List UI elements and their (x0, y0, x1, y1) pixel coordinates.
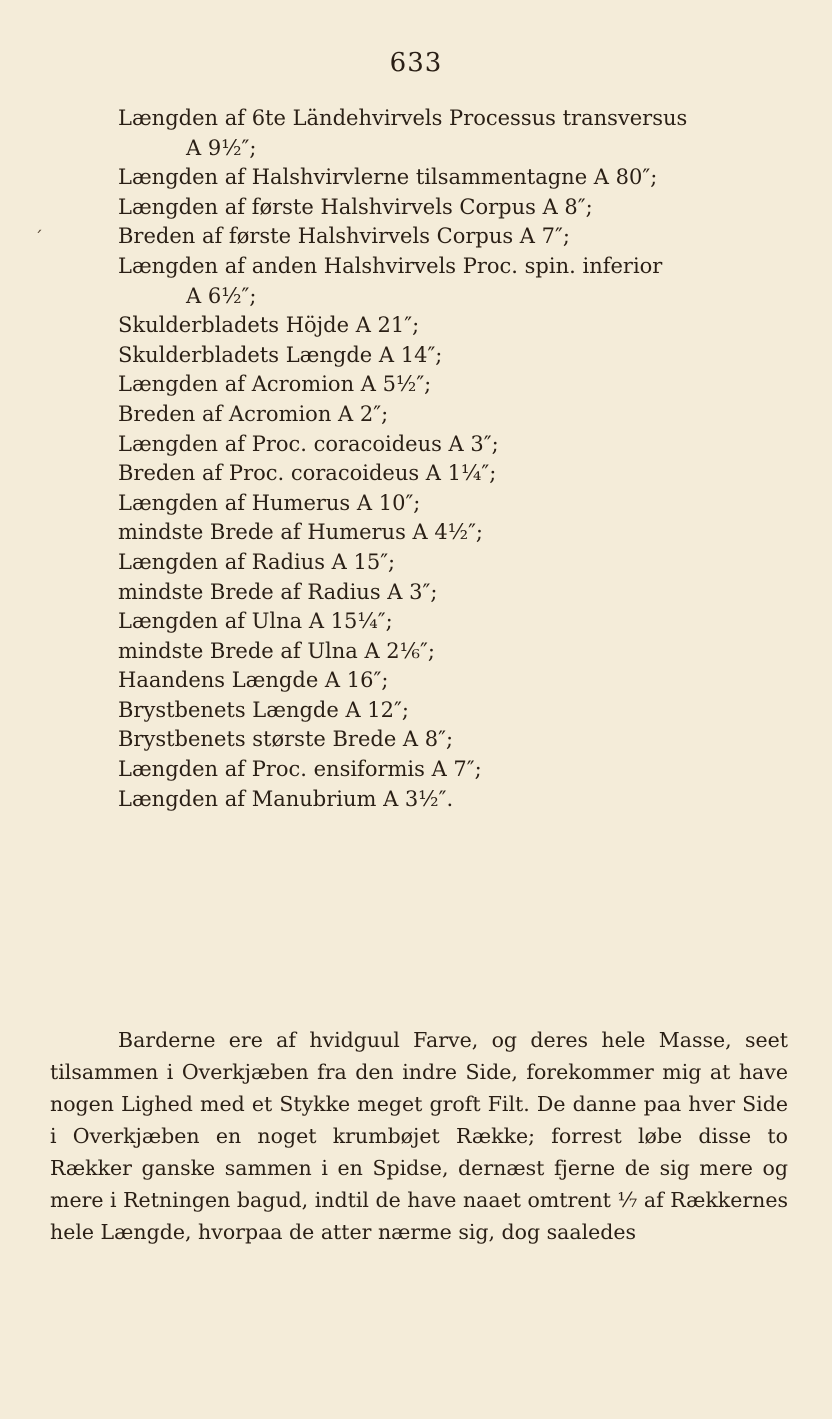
page-number: 633 (389, 48, 443, 78)
measurement-line: Brystbenets største Brede A 8″; (118, 727, 454, 752)
measurement-line: A 6½″; (186, 283, 257, 308)
body-paragraph: Barderne ere af hvidguul Farve, og deres hele Masse, seet tilsammen i Overkjæben fra den indre Side, forekommer mig at have nogen Lighed med et Stykke meget groft Filt. De danne paa hver Side i Overkjæben en noget krumbøjet Række; forrest løbe disse to Rækker ganske sammen i en Spidse, dernæst fjerne de sig mere og mere i Retningen bagud, indtil de have naaet omtrent ⅐ af Rækkernes hele Længde, hvorpaa de atter nærme sig, dog saaledes (50, 1028, 788, 1244)
measurement-line: Brystbenets Længde A 12″; (118, 697, 409, 722)
measurement-line: Længden af Humerus A 10″; (118, 490, 421, 515)
measurement-line: Længden af Ulna A 15¼″; (118, 609, 393, 634)
measurement-line: A 9½″; (186, 135, 257, 160)
measurement-line: Længden af anden Halshvirvels Proc. spin. inferior (118, 253, 663, 278)
measurement-line: mindste Brede af Humerus A 4½″; (118, 520, 483, 545)
measurement-line: Længden af Manubrium A 3½″. (118, 786, 454, 811)
marginal-mark: ´ (34, 228, 43, 249)
measurement-line: Skulderbladets Höjde A 21″; (118, 313, 420, 338)
measurement-line: Længden af Halshvirvlerne tilsammentagne A 80″; (118, 165, 658, 190)
measurement-line: Breden af Proc. coracoideus A 1¼″; (118, 461, 497, 486)
measurement-line: Længden af Acromion A 5½″; (118, 372, 432, 397)
measurement-line: Breden af Acromion A 2″; (118, 401, 389, 426)
measurement-line: Længden af Radius A 15″; (118, 549, 396, 574)
measurement-line: Skulderbladets Længde A 14″; (118, 342, 443, 367)
measurement-line: Længden af Proc. ensiformis A 7″; (118, 757, 482, 782)
measurement-line: Længden af Proc. coracoideus A 3″; (118, 431, 499, 456)
measurement-line: Breden af første Halshvirvels Corpus A 7″; (118, 224, 570, 249)
measurement-line: Haandens Længde A 16″; (118, 668, 389, 693)
measurement-list (118, 104, 808, 814)
measurement-line: mindste Brede af Radius A 3″; (118, 579, 438, 604)
measurement-line: mindste Brede af Ulna A 2⅙″; (118, 638, 435, 663)
measurement-line: Længden af 6te Ländehvirvels Processus transversus (118, 106, 688, 130)
measurement-line: Længden af første Halshvirvels Corpus A 8″; (118, 194, 593, 219)
